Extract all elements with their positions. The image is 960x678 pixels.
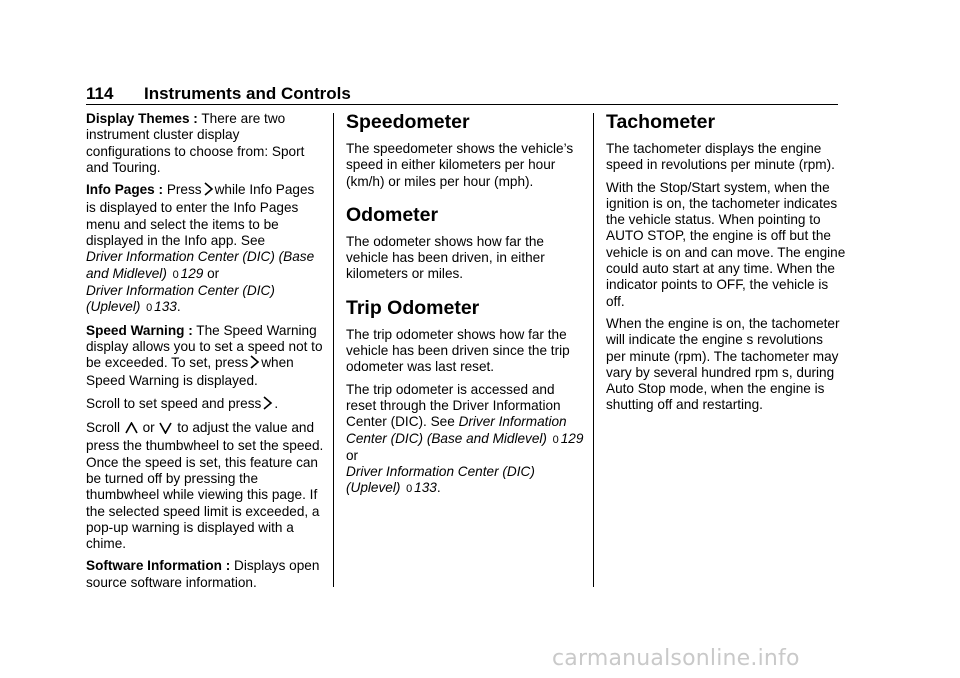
crossref-icon: 0 (406, 483, 413, 496)
xref-page-129[interactable]: 129 (180, 265, 204, 281)
trip-odometer-heading: Trip Odometer (346, 296, 480, 319)
scroll-set-paragraph (86, 396, 326, 414)
scroll-set-text: Scroll to set speed and press (86, 395, 262, 411)
speed-warning-text-1: The Speed Warning display allows you to set a speed not to be exceeded. To set, press (86, 322, 323, 371)
speedometer-heading: Speedometer (346, 111, 470, 133)
software-info-label: Software Information : (86, 558, 231, 574)
period: . (274, 395, 279, 411)
info-pages-paragraph (86, 182, 326, 316)
period: . (436, 480, 441, 496)
chevron-down-icon (159, 422, 172, 438)
chevron-right-icon (203, 182, 214, 200)
info-pages-text-2: while Info Pages is displayed to enter the Info Pages menu and select the items to be displayed in the Info app. See (86, 182, 315, 249)
display-themes-text: There are two instrument cluster display configurations to choose from: Sport and Touring. (86, 111, 305, 175)
xref-dic-base[interactable]: Driver Information Center (DIC) (Base and Midlevel) (346, 414, 567, 446)
watermark: carmanualsonline.info (552, 646, 800, 671)
tachometer-text-1: The tachometer displays the engine speed in revolutions per minute (rpm). (606, 141, 835, 173)
xref-dic-uplevel[interactable]: Driver Information Center (DIC) (Uplevel) (346, 464, 535, 496)
column-right (606, 111, 846, 420)
or-text: or (142, 420, 155, 436)
column-left (86, 111, 326, 597)
speed-warning-label: Speed Warning : (86, 322, 193, 338)
trip-odometer-text-1: The trip odometer shows how far the vehicle has been driven since the trip odometer was last reset. (346, 326, 570, 375)
speedometer-text: The speedometer shows the vehicle’s speed in either kilometers per hour (km/h) or miles per hour (mph). (346, 141, 574, 189)
column-divider (333, 113, 334, 587)
chevron-up-icon (125, 422, 138, 438)
or-text: or (346, 447, 359, 463)
crossref-icon: 0 (552, 433, 559, 446)
tachometer-heading: Tachometer (606, 111, 716, 133)
tachometer-text-2: With the Stop/Start system, when the ignition is on, the tachometer indicates the vehicle status. When pointing to AUTO STOP, the engine is off but the vehicle is on and can move. The engine could auto start at any time. When the indicator points to OFF, the vehicle is off. (606, 179, 846, 309)
display-themes-label: Display Themes : (86, 111, 198, 126)
page-number: 114 (86, 84, 114, 103)
display-themes-paragraph (86, 111, 326, 176)
info-pages-text-1: Press (163, 182, 202, 198)
software-info-paragraph (86, 558, 326, 591)
speed-warning-text-2: when Speed Warning is displayed. (86, 355, 294, 389)
xref-dic-uplevel[interactable]: Driver Information Center (DIC) (Uplevel) (86, 282, 275, 315)
scroll-adjust-text: to adjust the value and press the thumbwheel to set the speed. Once the speed is set, this feature can be turned off by pressing the thumbwheel while viewing this page. If the selected speed limit is exceeded, a pop-up warning is displayed with a chime. (86, 420, 324, 552)
tachometer-text-3: When the engine is on, the tachometer will indicate the engine s revolutions per minute (rpm). The tachometer may vary by several hundred rpm s, during Auto Stop mode, when the engine is shutting off and restarting. (606, 315, 840, 413)
scroll-text: Scroll (86, 420, 120, 436)
crossref-icon: 0 (172, 268, 179, 281)
scroll-adjust-paragraph (86, 420, 326, 552)
chevron-right-icon (262, 396, 273, 414)
trip-odometer-see: The trip odometer is accessed and reset through the Driver Information Center (DIC). See (346, 381, 561, 430)
period: . (176, 299, 181, 315)
chevron-right-icon (249, 355, 260, 373)
odometer-heading: Odometer (346, 203, 439, 226)
page-header (86, 82, 838, 105)
software-info-text: Displays open source software information. (86, 558, 320, 590)
xref-dic-base[interactable]: Driver Information Center (DIC) (Base and Midlevel) (86, 249, 315, 281)
info-pages-label: Info Pages : (86, 182, 164, 198)
trip-odometer-text-2 (346, 382, 586, 498)
crossref-icon: 0 (146, 302, 153, 315)
or-text: or (203, 265, 220, 281)
column-middle (346, 111, 586, 504)
odometer-text: The odometer shows how far the vehicle has been driven, in either kilometers or miles. (346, 233, 545, 282)
section-title: Instruments and Controls (144, 84, 351, 103)
speed-warning-paragraph (86, 323, 326, 390)
xref-page-129[interactable]: 129 (560, 430, 584, 446)
xref-page-133[interactable]: 133 (414, 480, 437, 496)
xref-page-133[interactable]: 133 (154, 299, 177, 315)
column-divider (593, 113, 594, 587)
